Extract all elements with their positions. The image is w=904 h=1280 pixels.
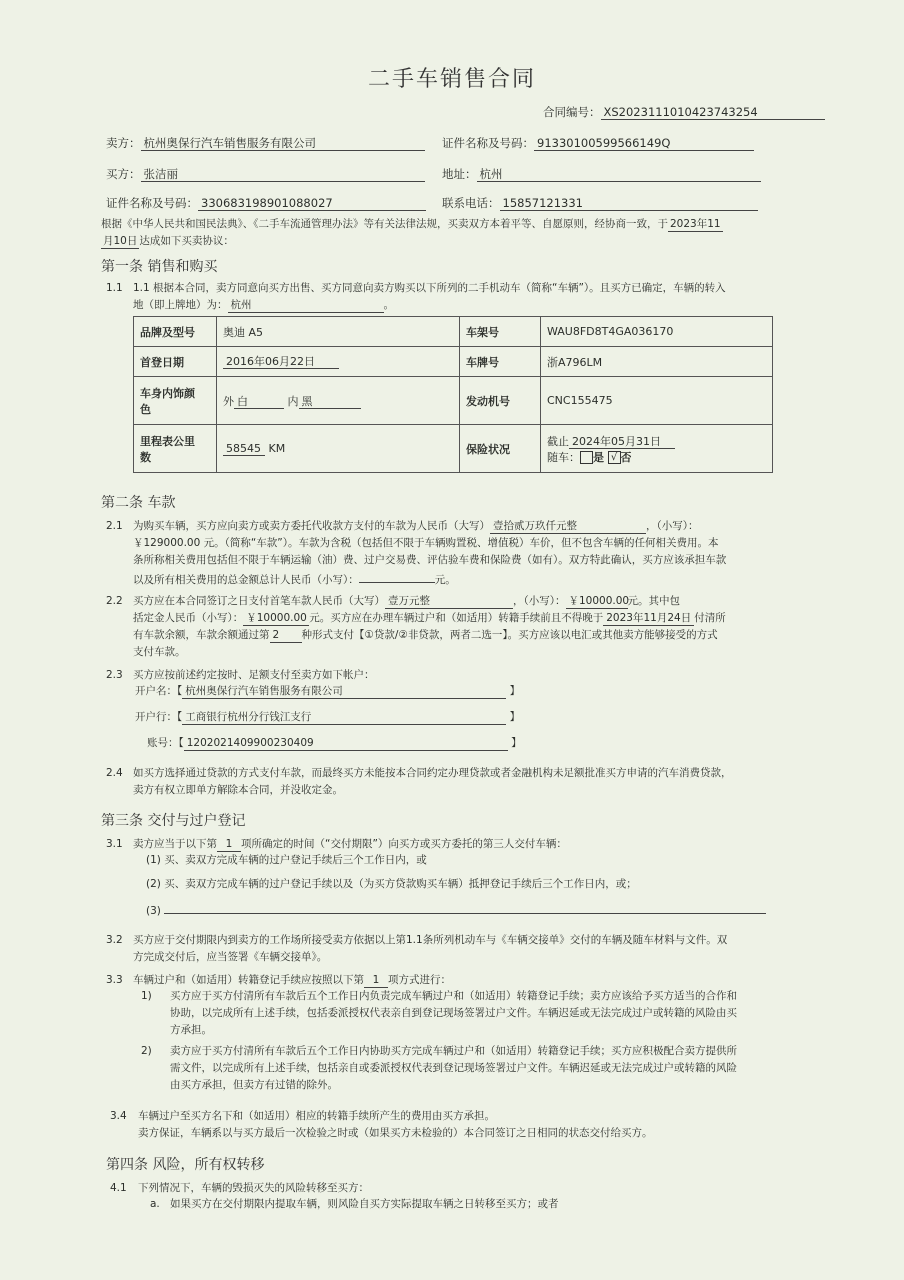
clause-3-2-text: 买方应于交付期限内到卖方的工作场所接受卖方依据以上第1.1条所列机动车与《车辆交接单》交付的车辆及随车材料与文件。双 (133, 934, 728, 946)
payment-method-option: 2 (270, 629, 302, 643)
insurance-until: 2024年05月31日 (569, 435, 675, 449)
clause-2-2-text-b: ，（小写）： (513, 595, 566, 607)
clause-2-2-text-f: 付清所 (694, 612, 726, 624)
exterior-prefix: 外 (223, 394, 234, 408)
bank-label: 开户行：【 (135, 711, 183, 723)
article-2-title: 第二条 车款 (101, 495, 176, 511)
account-name-line (135, 683, 520, 699)
buyer-line (106, 166, 425, 182)
clause-number: 3.4 (110, 1110, 127, 1122)
account-number-label: 账号：【 (147, 737, 184, 749)
interior-color: 黑 (299, 395, 361, 409)
clause-2-3: 买方应按前述约定按时、足额支付至卖方如下帐户： (133, 669, 375, 681)
clause-3-4 (138, 1108, 788, 1142)
clause-3-3-text-b: 项方式进行： (388, 974, 451, 986)
clause-2-2-text-d: 括定金人民币（小写）： (133, 612, 244, 624)
transfer-option-2-text-c: 由买方承担，但卖方有过错的除外。 (170, 1079, 338, 1091)
delivery-option-3 (146, 900, 766, 920)
clause-3-4-text-b: 卖方保证，车辆系以与买方最后一次检验之时或（如果买方未检验的）本合同签订之日相同的状态交付给买方。 (138, 1127, 653, 1139)
clause-number: 2.3 (106, 669, 123, 681)
transfer-option-1 (170, 988, 782, 1039)
clause-2-4-text-b: 卖方有权立即单方解除本合同，并没收定金。 (133, 784, 343, 796)
registration-place: 杭州 (228, 299, 384, 313)
color-label-2: 色 (140, 402, 151, 416)
insurance-cell (541, 425, 773, 473)
seller-line (106, 135, 425, 151)
seller-value: 杭州奥保行汽车销售服务有限公司 (141, 137, 425, 151)
vin-value: WAU8FD8T4GA036170 (541, 317, 773, 347)
contract-number-label: 合同编号： (543, 105, 601, 119)
delivery-option: 1 (217, 838, 241, 852)
mileage-label-2: 数 (140, 450, 151, 464)
seller-cert-label: 证件名称及号码： (442, 136, 534, 150)
exterior-color: 白 (234, 395, 284, 409)
buyer-cert-label: 证件名称及号码： (106, 196, 198, 210)
option-number: 2) (141, 1045, 152, 1057)
table-row (134, 317, 773, 347)
clause-number: 2.1 (106, 520, 123, 532)
insurance-label: 保险状况 (460, 425, 541, 473)
color-label (134, 377, 217, 425)
color-cell (217, 377, 460, 425)
vin-label: 车架号 (460, 317, 541, 347)
clause-4-1: 下列情况下，车辆的毁损灭失的风险转移至买方： (138, 1182, 369, 1194)
clause-number: 2.4 (106, 767, 123, 779)
buyer-label: 买方： (106, 167, 141, 181)
clause-2-2-text: 买方应在本合同签订之日支付首笔车款人民币（大写） (133, 595, 385, 607)
clause-2-2-text-h: 种形式支付【①贷款/②非贷款，两者二选一】。买方应该以电汇或其他卖方能够接受的方式 (301, 629, 718, 641)
buyer-value: 张洁丽 (141, 168, 425, 182)
delivery-option-2: (2) 买、卖双方完成车辆的过户登记手续以及（为买方贷款购买车辆）抵押登记手续后三个工作日内，或； (146, 878, 637, 890)
clause-3-1-text-b: 项所确定的时间（“交付期限”）向买方或买方委托的第三人交付车辆： (241, 838, 567, 850)
clause-number: 4.1 (110, 1182, 127, 1194)
delivery-option-3-blank (164, 900, 766, 914)
mileage-cell (217, 425, 460, 473)
transfer-option-1-text: 买方应于买方付清所有车款后五个工作日内负责完成车辆过户和（如适用）转籍登记手续；卖方应该给予买方适当的合作和 (170, 990, 737, 1002)
clause-3-1 (133, 836, 783, 853)
insurance-until-prefix: 截止 (547, 434, 569, 448)
clause-3-2 (133, 932, 783, 966)
mileage-value: 58545 (223, 442, 265, 456)
option-number: 1) (141, 990, 152, 1002)
clause-number: 3.2 (106, 934, 123, 946)
clause-2-4-text: 如买方选择通过贷款的方式支付车款，而最终买方未能按本合同约定办理贷款或者金融机构未足额批准买方申请的汽车消费贷款， (133, 767, 732, 779)
bracket-close: 】 (509, 711, 521, 723)
vehicle-table (133, 316, 773, 473)
article-4-title: 第四条 风险，所有权转移 (106, 1157, 265, 1173)
delivery-option-1: (1) 买、卖双方完成车辆的过户登记手续后三个工作日内，或 (146, 854, 427, 866)
address-line (442, 166, 761, 182)
clause-1-1: 1.1 根据本合同，卖方同意向买方出售、买方同意向卖方购买以下所列的二手机动车（简称“车辆”）。且买方已确定，车辆的转入 地（即上牌地）为： 杭州 。 (133, 282, 726, 311)
total-amount-blank (359, 569, 435, 583)
clause-3-2-text-b: 方完成交付后，应当签署《车辆交接单》。 (133, 951, 328, 963)
engine-value: CNC155475 (541, 377, 773, 425)
bank-line (135, 709, 520, 725)
deposit-amount: ￥10000.00 (243, 612, 309, 626)
checkbox-yes (580, 451, 593, 464)
delivery-option-3-label: (3) (146, 905, 161, 917)
mileage-label (134, 425, 217, 473)
seller-label: 卖方： (106, 136, 141, 150)
mileage-unit: KM (268, 441, 286, 455)
article-3-title: 第三条 交付与过户登记 (101, 813, 246, 829)
clause-number: 2.2 (106, 595, 123, 607)
reg-date-cell (217, 347, 460, 377)
bank-value: 工商银行杭州分行钱江支行 (182, 711, 506, 725)
checkbox-no-checked: √ (608, 451, 621, 464)
clause-4-1-a: 如果买方在交付期限内提取车辆，则风险自买方实际提取车辆之日转移至买方；或者 (170, 1198, 559, 1210)
phone-line (442, 195, 758, 211)
table-row (134, 377, 773, 425)
address-label: 地址： (442, 167, 477, 181)
clause-2-2 (133, 593, 783, 661)
clause-2-1-text-b: ，（小写）： (646, 520, 699, 532)
first-payment-amount: ￥10000.00 (566, 595, 628, 609)
seller-cert-line (442, 135, 754, 151)
checkbox-no-label: 否 (620, 450, 632, 464)
insurance-follow-label: 随车： (547, 450, 580, 464)
table-row (134, 347, 773, 377)
clause-3-3 (133, 972, 783, 989)
intro-date-b: 月10日 (103, 235, 138, 247)
account-number-value: 1202021409900230409 (184, 737, 508, 751)
clause-2-2-text-c: 元。其中包 (627, 595, 680, 607)
transfer-option-2-text: 卖方应于买方付清所有车款后五个工作日内协助买方完成车辆过户和（如适用）转籍登记手续；买方应积极配合卖方提供所 (170, 1045, 737, 1057)
contract-number (543, 104, 825, 120)
page-title: 二手车销售合同 (367, 67, 536, 92)
address-value: 杭州 (477, 168, 761, 182)
clause-2-1-text-c: ￥129000.00 元。（简称“车款”）。车款为含税（包括但不限于车辆购置税、增值税）车价，但不包含车辆的任何相关费用。本 (133, 537, 719, 549)
brand-label: 品牌及型号 (134, 317, 217, 347)
clause-2-2-text-e: 元。买方应在办理车辆过户和（如适用）转籍手续前且不得晚于 (309, 612, 604, 624)
intro-date-a: 2023年11 (670, 218, 721, 230)
clause-2-1 (133, 518, 783, 589)
engine-label: 发动机号 (460, 377, 541, 425)
transfer-option: 1 (364, 974, 388, 988)
clause-2-1-text-d: 条所称相关费用包括但不限于车辆运输（油）费、过户交易费、评估验车费和保险费（如有）。双方特此确认，买方应该承担车款 (133, 554, 727, 566)
item-letter: a. (150, 1198, 160, 1210)
first-payment-uppercase: 壹万元整 (385, 595, 513, 609)
seller-cert-value: 91330100599566149Q (534, 137, 754, 151)
table-row (134, 425, 773, 473)
checkbox-yes-label: 是 (593, 450, 604, 464)
color-label-1: 车身内饰颜 (140, 386, 195, 400)
clause-2-2-text-i: 支付车款。 (133, 646, 186, 658)
clause-number: 1.1 (106, 282, 123, 294)
intro-paragraph (101, 216, 781, 250)
clause-2-2-text-g: 有车款余额，车款余额通过第 (133, 629, 270, 641)
clause-number: 3.1 (106, 838, 123, 850)
reg-date-value: 2016年06月22日 (223, 355, 339, 369)
transfer-option-2-text-b: 需文件，以完成所有上述手续，包括亲自或委派授权代表到登记现场签署过户文件。车辆迟延或无法完成过户或转籍的风险 (170, 1062, 737, 1074)
contract-number-value: XS2023111010423743254 (601, 106, 825, 120)
clause-2-4 (133, 765, 783, 799)
clause-1-1-text-2: 地（即上牌地）为： (133, 299, 228, 311)
clause-2-1-text-e: 以及所有相关费用的总金额总计人民币（小写）： (133, 574, 359, 586)
clause-number: 3.3 (106, 974, 123, 986)
transfer-option-1-text-b: 协助，以完成所有上述手续，包括委派授权代表亲自到登记现场签署过户文件。车辆迟延或无法完成过户或转籍的风险由买 (170, 1007, 737, 1019)
account-name-label: 开户名：【 (135, 685, 183, 697)
buyer-cert-value: 330683198901088027 (198, 197, 426, 211)
transfer-option-1-text-c: 方承担。 (170, 1024, 212, 1036)
bracket-close: 】 (509, 685, 521, 697)
clause-3-3-text: 车辆过户和（如适用）转籍登记手续应按照以下第 (133, 974, 364, 986)
clause-1-1-text: 1.1 根据本合同，卖方同意向买方出售、买方同意向卖方购买以下所列的二手机动车（简称“车辆”）。且买方已确定，车辆的转入 (133, 282, 726, 294)
clause-3-4-text: 车辆过户至买方名下和（如适用）相应的转籍手续所产生的费用由买方承担。 (138, 1110, 495, 1122)
transfer-option-2 (170, 1043, 782, 1094)
balance-due-date: 2023年11月24日 (603, 612, 694, 626)
account-name-value: 杭州奥保行汽车销售服务有限公司 (182, 685, 506, 699)
bracket-close: 】 (511, 737, 522, 749)
account-number-line (147, 735, 522, 751)
intro-text: 根据《中华人民共和国民法典》、《二手车流通管理办法》等有关法律法规，买卖双方本着平等、自愿原则，经协商一致，于 (101, 218, 668, 230)
mileage-label-1: 里程表公里 (140, 434, 195, 448)
intro-text-2: 达成如下买卖协议： (139, 235, 234, 247)
clause-2-1-text: 为购买车辆，买方应向卖方或卖方委托代收款方支付的车款为人民币（大写） (133, 520, 490, 532)
interior-prefix: 内 (287, 394, 299, 408)
price-uppercase: 壹拾贰万玖仟元整 (490, 520, 646, 534)
plate-value: 浙A796LM (541, 347, 773, 377)
article-1-title: 第一条 销售和购买 (101, 259, 218, 275)
brand-value: 奥迪 A5 (217, 317, 460, 347)
clause-3-1-text: 卖方应当于以下第 (133, 838, 217, 850)
plate-label: 车牌号 (460, 347, 541, 377)
clause-2-1-text-f: 元。 (434, 574, 456, 586)
buyer-cert-line (106, 195, 426, 211)
phone-label: 联系电话： (442, 196, 500, 210)
phone-value: 15857121331 (500, 197, 758, 211)
reg-date-label: 首登日期 (134, 347, 217, 377)
